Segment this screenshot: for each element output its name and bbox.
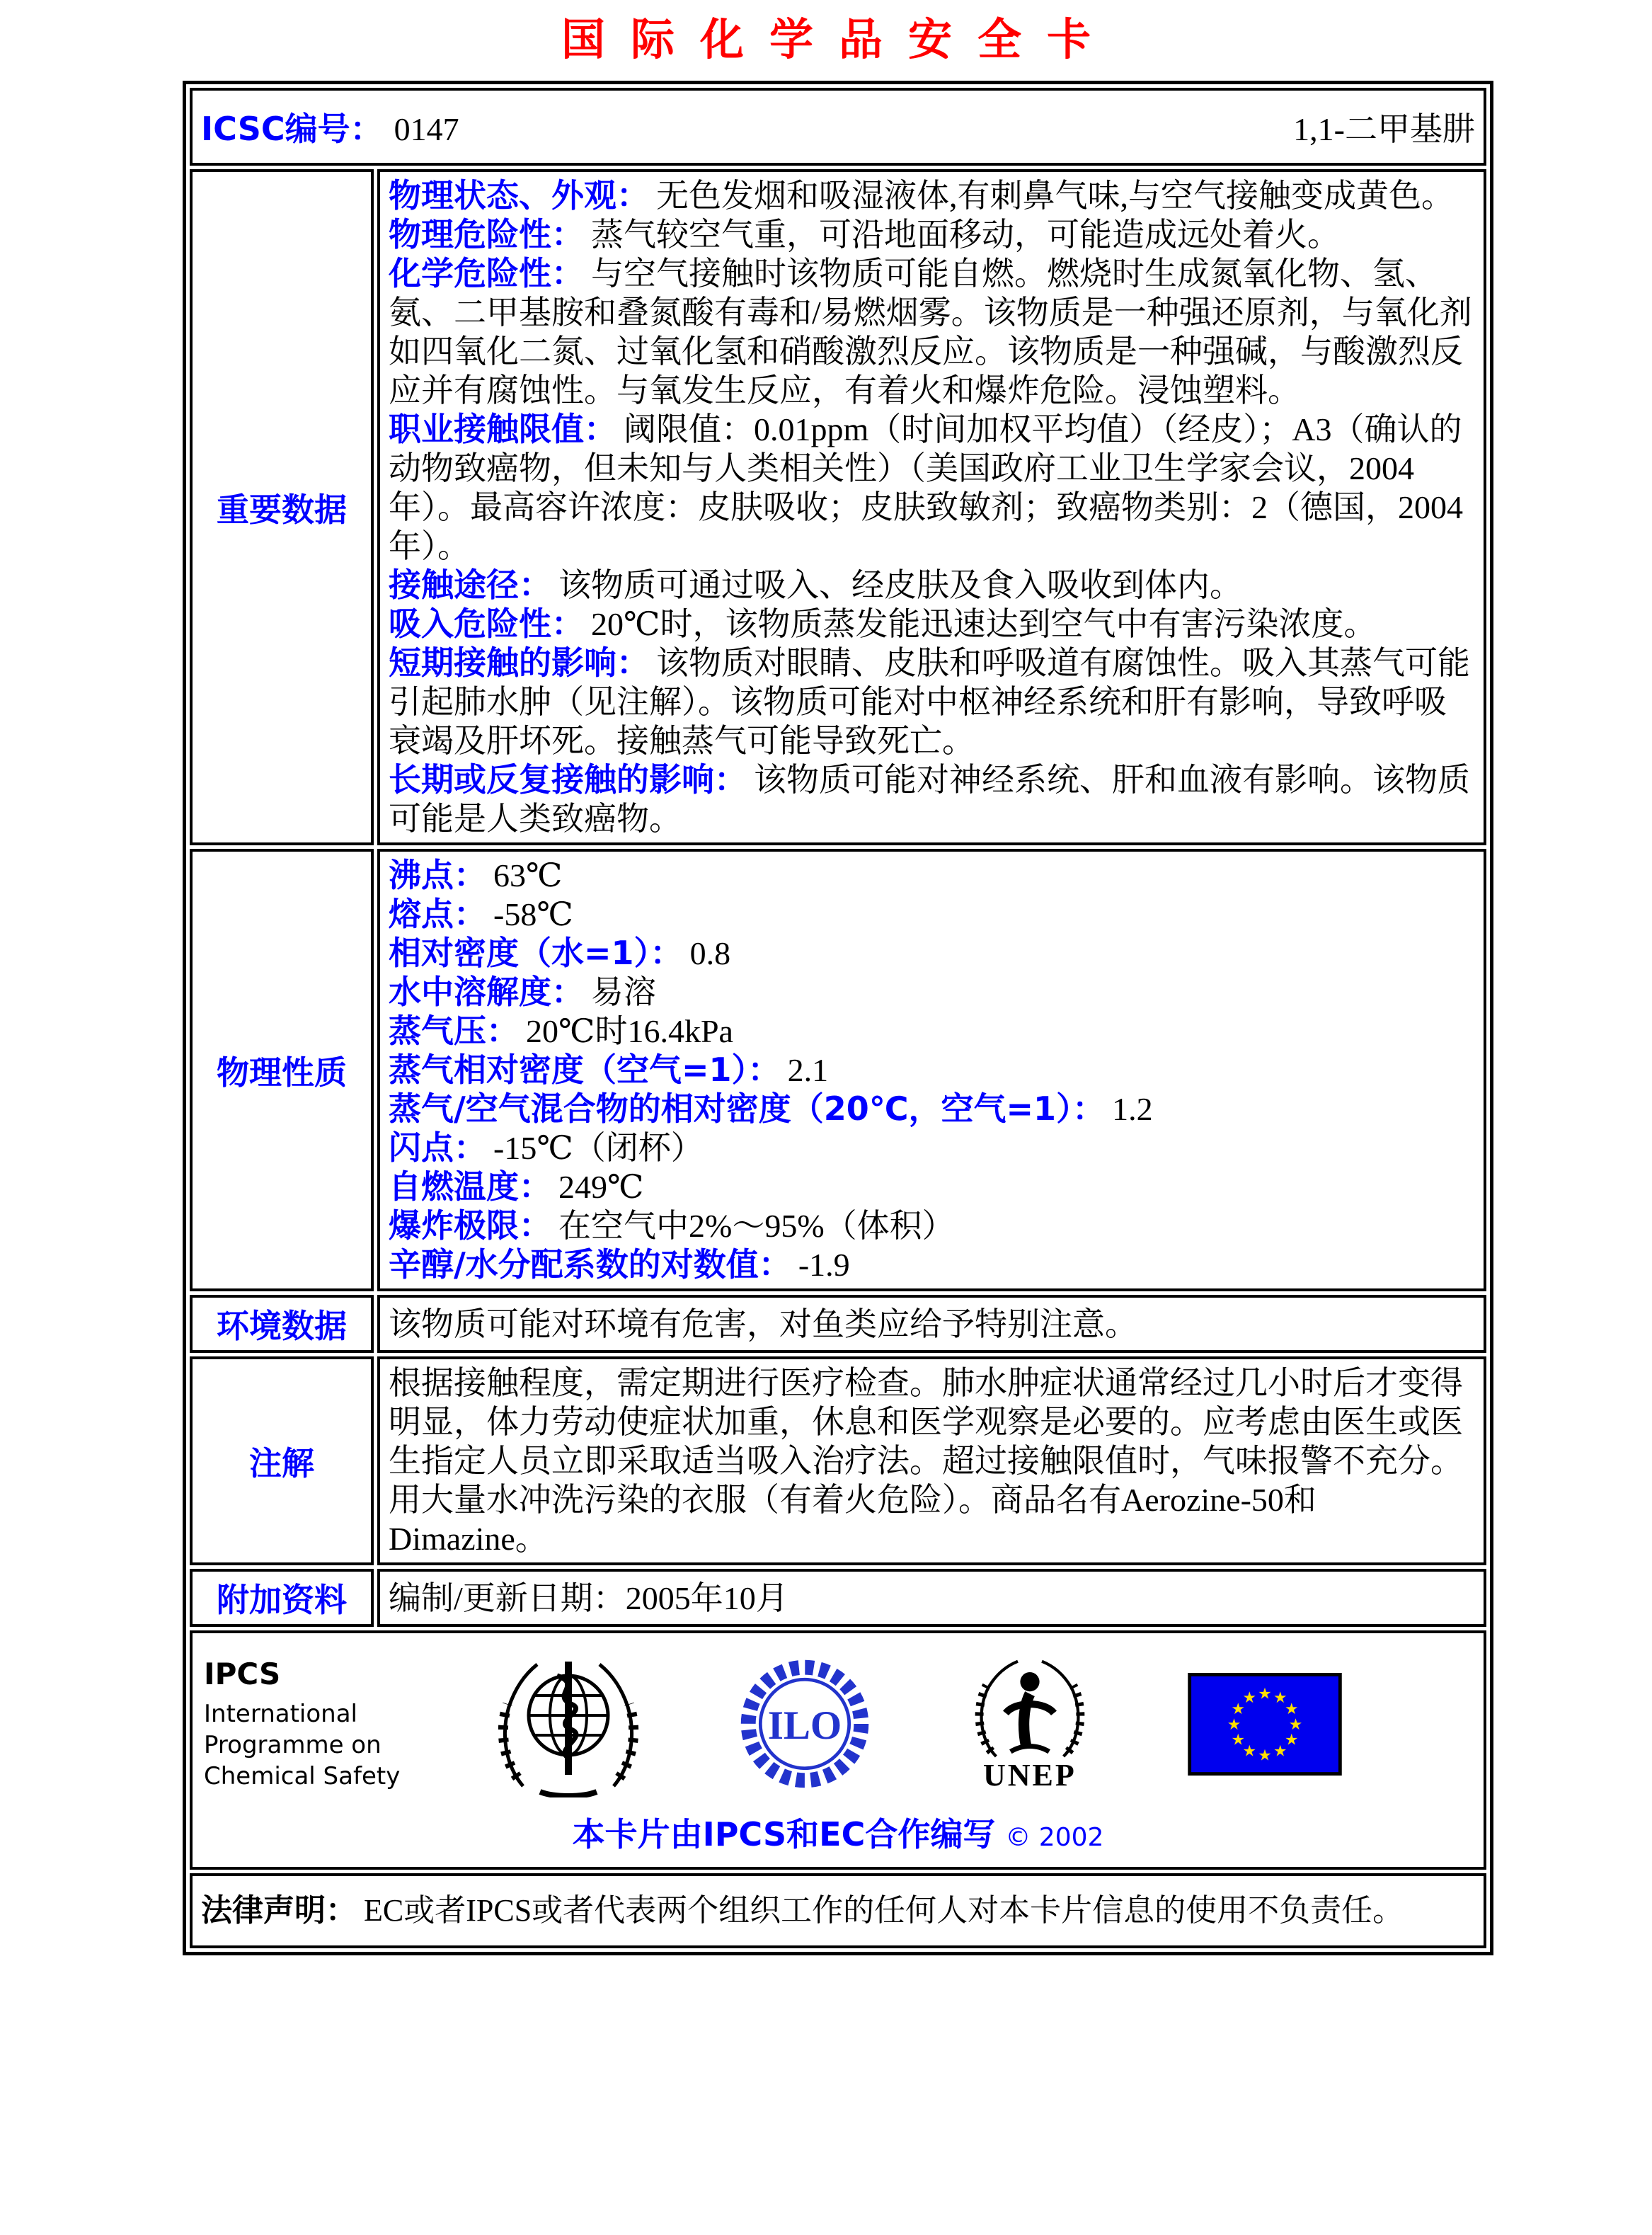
field-value: -15℃（闭杯） — [493, 1130, 704, 1166]
property-item — [389, 856, 1475, 895]
field-label: 辛醇/水分配系数的对数值： — [389, 1245, 791, 1284]
svg-text:★: ★ — [1284, 1700, 1299, 1718]
field-value: 该物质对眼睛、皮肤和呼吸道有腐蚀性。吸入其蒸气可能引起肺水肿（见注解）。该物质可能对中枢神经系统和肝有影响，导致呼吸衰竭及肝坏死。接触蒸气可能导致死亡。 — [389, 645, 1470, 759]
copyright-text: © 2002 — [1005, 1823, 1104, 1852]
field-label: 接触途径： — [389, 566, 551, 604]
field-label: 爆炸极限： — [389, 1206, 551, 1245]
important-data-item — [389, 566, 1475, 605]
field-value: 20℃时16.4kPa — [526, 1013, 733, 1049]
field-label: 长期或反复接触的影响： — [389, 760, 747, 799]
svg-text:★: ★ — [1231, 1731, 1246, 1749]
important-data-item — [389, 605, 1475, 644]
important-data-item — [389, 176, 1475, 215]
additional-info-row — [190, 1569, 1486, 1627]
field-value: 易溶 — [591, 974, 656, 1010]
field-value: 20℃时，该物质蒸发能迅速达到空气中有害污染浓度。 — [591, 606, 1377, 642]
important-data-item — [389, 215, 1475, 254]
eu-flag-icon — [1188, 1673, 1342, 1776]
field-value: -58℃ — [493, 896, 573, 932]
svg-text:★: ★ — [1227, 1715, 1241, 1734]
header-cell — [190, 88, 1486, 166]
field-label: 吸入危险性： — [389, 605, 584, 643]
field-label: 闪点： — [389, 1128, 486, 1167]
environmental-data-row-label: 环境数据 — [190, 1295, 374, 1353]
icsc-card-table — [183, 81, 1493, 1955]
update-date-label: 编制/更新日期： — [389, 1579, 626, 1616]
property-item — [389, 1206, 1475, 1245]
important-data-item — [389, 644, 1475, 760]
page-title: 国际化学品安全卡 — [561, 13, 1116, 65]
important-data-item — [389, 254, 1475, 410]
svg-text:★: ★ — [1273, 1742, 1287, 1760]
icsc-number-group — [201, 103, 459, 150]
svg-text:★: ★ — [1258, 1684, 1272, 1703]
legal-text: EC或者IPCS或者代表两个组织工作的任何人对本卡片信息的使用不负责任。 — [364, 1893, 1404, 1928]
environmental-data-row — [190, 1295, 1486, 1353]
notes-row — [190, 1356, 1486, 1565]
field-label: 水中溶解度： — [389, 973, 584, 1011]
property-item — [389, 973, 1475, 1012]
ilo-letters: ILO — [767, 1703, 842, 1748]
logos-row — [190, 1630, 1486, 1870]
svg-text:★: ★ — [1288, 1715, 1303, 1734]
unep-logo-block — [970, 1655, 1090, 1793]
field-label: 短期接触的影响： — [389, 644, 649, 682]
notes-row-label: 注解 — [190, 1356, 374, 1565]
physical-properties-row-label: 物理性质 — [190, 849, 374, 1291]
field-value: 1.2 — [1112, 1091, 1153, 1127]
update-date-value: 2005年10月 — [625, 1579, 788, 1616]
legal-row — [190, 1873, 1486, 1948]
logos-cell — [190, 1630, 1486, 1870]
field-label: 熔点： — [389, 895, 486, 933]
ipcs-line: Programme on — [204, 1730, 382, 1759]
field-label: 蒸气相对密度（空气=1）： — [389, 1051, 781, 1089]
property-item — [389, 1245, 1475, 1284]
field-value: 该物质可通过吸入、经皮肤及食入吸收到体内。 — [558, 567, 1242, 603]
svg-text:★: ★ — [1231, 1700, 1246, 1718]
physical-properties-row — [190, 849, 1486, 1291]
field-label: 沸点： — [389, 856, 486, 894]
card-caption — [193, 1809, 1484, 1856]
property-item — [389, 934, 1475, 973]
field-value: 阈限值：0.01ppm（时间加权平均值）（经皮）；A3（确认的动物致癌物，但未知与人类相关性）（美国政府工业卫生学家会议，2004年）。最高容许浓度：皮肤吸收；皮肤致敏剂；致癌物类别：2（德国，2004年）。 — [389, 411, 1463, 564]
unep-logo-icon — [970, 1655, 1090, 1761]
field-value: 0.8 — [689, 935, 731, 971]
property-item — [389, 895, 1475, 934]
who-logo-icon — [498, 1650, 639, 1797]
field-label: 蒸气压： — [389, 1012, 519, 1050]
field-label: 蒸气/空气混合物的相对密度（20℃，空气=1）： — [389, 1090, 1106, 1128]
important-data-row — [190, 169, 1486, 845]
field-value: 249℃ — [558, 1169, 644, 1205]
unep-label: UNEP — [982, 1757, 1077, 1793]
ilo-logo-icon — [738, 1657, 872, 1791]
header-row — [190, 88, 1486, 166]
field-value: -1.9 — [798, 1247, 850, 1283]
important-data-row-label: 重要数据 — [190, 169, 374, 845]
field-label: 自燃温度： — [389, 1167, 551, 1206]
physical-properties-content — [377, 849, 1486, 1291]
additional-info-row-label: 附加资料 — [190, 1569, 374, 1627]
field-label: 化学危险性： — [389, 254, 584, 292]
ipcs-line: International — [204, 1699, 357, 1728]
field-value: 在空气中2%～95%（体积） — [558, 1208, 955, 1244]
important-data-content — [377, 169, 1486, 845]
field-label: 职业接触限值： — [389, 410, 616, 448]
important-data-item — [389, 760, 1475, 838]
svg-text:★: ★ — [1284, 1731, 1299, 1749]
icsc-number-value: 0147 — [394, 111, 459, 147]
field-value: 该物质可能对神经系统、肝和血液有影响。该物质可能是人类致癌物。 — [389, 762, 1470, 837]
field-value: 与空气接触时该物质可能自燃。燃烧时生成氮氧化物、氢、氨、二甲基胺和叠氮酸有毒和/易燃烟雾。该物质是一种强还原剂，与氧化剂如四氧化二氮、过氧化氢和硝酸激烈反应。该物质是一种强碱，与酸激烈反应并有腐蚀性。与氧发生反应，有着火和爆炸危险。浸蚀塑料。 — [389, 256, 1472, 408]
icsc-number-label: ICSC编号： — [201, 110, 383, 148]
field-value: 2.1 — [787, 1052, 829, 1088]
property-item — [389, 1090, 1475, 1128]
ipcs-text-block — [204, 1657, 400, 1792]
ipcs-line: Chemical Safety — [204, 1761, 401, 1790]
field-value: 蒸气较空气重，可沿地面移动，可能造成远处着火。 — [591, 217, 1340, 253]
property-item — [389, 1012, 1475, 1051]
ipcs-abbr: IPCS — [204, 1656, 281, 1691]
field-label: 物理危险性： — [389, 215, 584, 253]
chemical-name: 1,1-二甲基肼 — [1293, 111, 1475, 147]
caption-text: 本卡片由IPCS和EC合作编写 — [572, 1815, 996, 1853]
property-item — [389, 1128, 1475, 1167]
notes-content: 根据接触程度，需定期进行医疗检查。肺水肿症状通常经过几小时后才变得明显，体力劳动使症状加重，休息和医学观察是必要的。应考虑由医生或医生指定人员立即采取适当吸入治疗法。超过接触限值时，气味报警不充分。用大量水冲洗污染的衣服（有着火危险）。商品名有Aerozine-50和Dimazine。 — [377, 1356, 1486, 1565]
environmental-data-content: 该物质可能对环境有危害，对鱼类应给予特别注意。 — [377, 1295, 1486, 1353]
field-value: 63℃ — [493, 857, 563, 893]
svg-text:★: ★ — [1242, 1742, 1256, 1760]
property-item — [389, 1167, 1475, 1206]
field-label: 相对密度（水=1）： — [389, 934, 683, 972]
field-label: 物理状态、外观： — [389, 176, 649, 215]
important-data-item — [389, 410, 1475, 566]
additional-info-content — [377, 1569, 1486, 1627]
svg-text:★: ★ — [1242, 1688, 1256, 1707]
legal-label: 法律声明： — [201, 1892, 357, 1928]
field-value: 无色发烟和吸湿液体,有刺鼻气味,与空气接触变成黄色。 — [656, 178, 1454, 214]
svg-text:★: ★ — [1273, 1688, 1287, 1707]
svg-text:★: ★ — [1258, 1746, 1272, 1764]
legal-cell — [190, 1873, 1486, 1948]
property-item — [389, 1051, 1475, 1090]
